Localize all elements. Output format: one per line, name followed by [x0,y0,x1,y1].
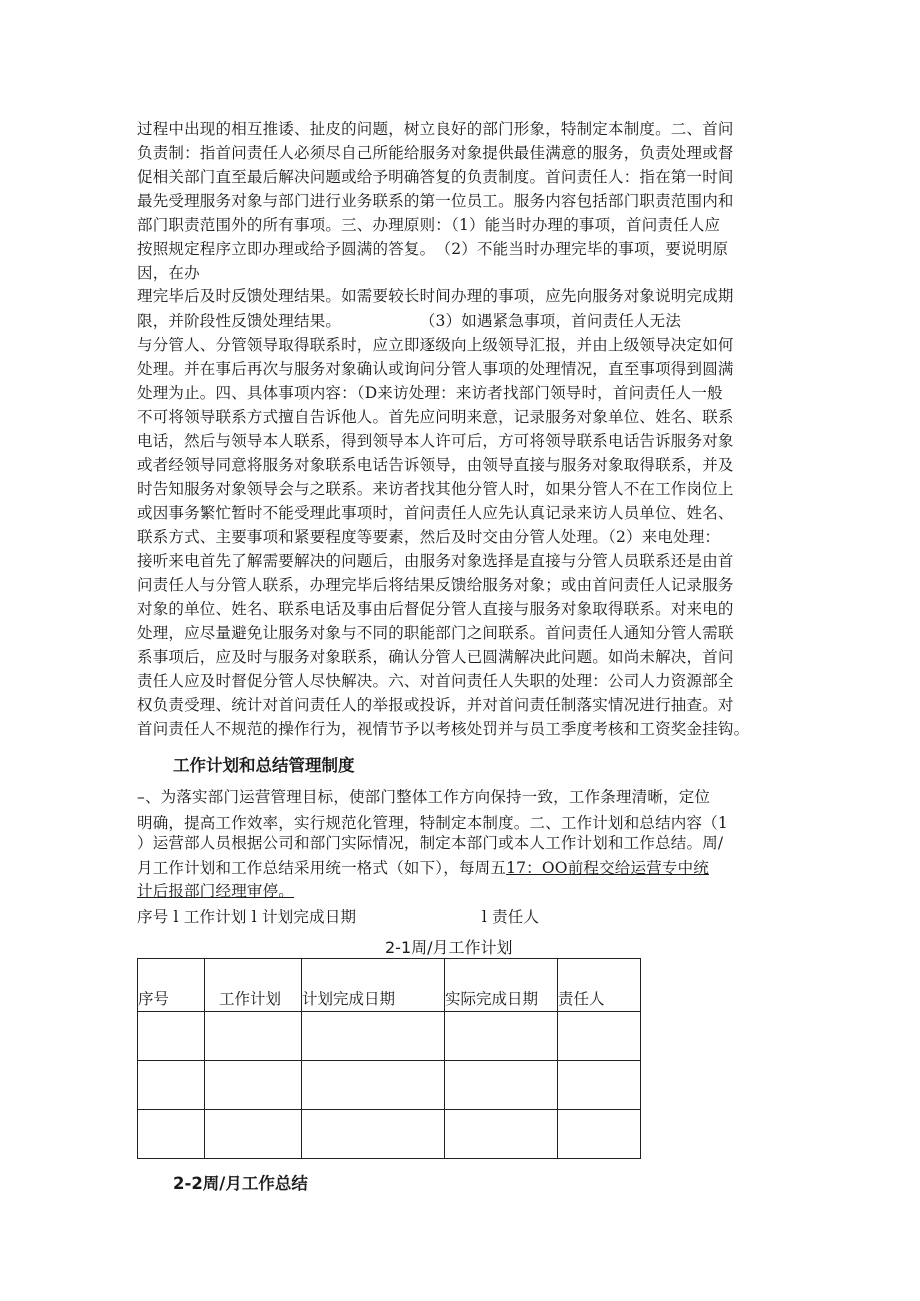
table-cell [302,1110,445,1159]
table-caption: 2-1周/月工作计划 [385,938,513,957]
body-line: 部门职责范围外的所有事项。三、办理原则：（1）能当时办理的事项，首问责任人应 [137,216,721,234]
table-cell [445,1061,558,1110]
table-row [138,1110,641,1159]
table-row [138,1012,641,1061]
table-cell [558,1012,641,1061]
body-line: 电话，然后与领导本人联系，得到领导本人许可后，方可将领导联系电话告诉服务对象 [137,432,734,450]
col-header-index: 序号 [138,959,205,1012]
body-line: 负责制：指首问责任人必须尽自己所能给服务对象提供最佳满意的服务，负责处理或督 [137,144,734,162]
section-paragraph-text: 月工作计划和工作总结采用统一格式（如下），每周五 [137,859,507,877]
section-paragraph-line: ）运营部人员根据公司和部门实际情况，制定本部门或本人工作计划和工作总结。周/ [137,834,724,852]
col-header-planned-date: 计划完成日期 [302,959,445,1012]
body-line: 与分管人、分管领导取得联系时，应立即逐级向上级领导汇报，并由上级领导决定如何 [137,336,734,354]
table-cell [138,1061,205,1110]
body-line: 或者经领导同意将服务对象联系电话告诉领导，由领导直接与服务对象取得联系，并及 [137,456,734,474]
table-cell [205,1110,302,1159]
body-line: 责任人应及时督促分管人尽快解决。六、对首问责任人失职的处理：公司人力资源部全 [137,672,734,690]
col-header-plan: 工作计划 [205,959,302,1012]
table-cell [138,1110,205,1159]
section-paragraph-line: 明确，提高工作效率，实行规范化管理，特制定本制度。二、工作计划和总结内容（1 [137,814,728,832]
body-line: 联系方式、主要事项和紧要程度等要素，然后及时交由分管人处理。（2）来电处理： [137,528,721,546]
body-line: 处理，应尽量避免让服务对象与不同的职能部门之间联系。首问责任人通知分管人需联 [137,624,734,642]
underlined-deadline-text: 17：OO前程交给运营专中统 [506,859,710,877]
body-line: 限，并阶段性反馈处理结果。 （3）如遇紧急事项，首问责任人无法 [137,312,682,330]
body-line: 或因事务繁忙暂时不能受理此事项时，首问责任人应先认真记录来访人员单位、姓名、 [137,504,734,522]
table-cell [205,1012,302,1061]
body-line: 过程中出现的相互推诿、扯皮的问题，树立良好的部门形象，特制定本制度。二、首问 [137,120,734,138]
table-cell [302,1012,445,1061]
body-line: 首问责任人不规范的操作行为，视情节予以考核处罚并与员工季度考核和工资奖金挂钩。 [137,720,750,738]
col-header-owner: 责任人 [558,959,641,1012]
underlined-review-text: 计后报部门经理审停。 [137,882,295,900]
body-line: 对象的单位、姓名、联系电话及事由后督促分管人直接与服务对象取得联系。对来电的 [137,600,734,618]
body-line: 权负责受理、统计对首问责任人的举报或投诉，并对首问责任制落实情况进行抽查。对 [137,696,734,714]
body-line: 处理为止。四、具体事项内容：（D来访处理：来访者找部门领导时，首问责任人一般 [137,384,723,402]
body-line: 不可将领导联系方式擅自告诉他人。首先应问明来意，记录服务对象单位、姓名、联系 [137,408,734,426]
table-cell [558,1110,641,1159]
table-cell [138,1012,205,1061]
table-header-row [138,959,641,1012]
section-paragraph-line: –、为落实部门运营管理目标，使部门整体工作方向保持一致，工作条理清晰，定位 [137,788,711,806]
table-cell [205,1061,302,1110]
section-paragraph-line [137,878,294,904]
body-line: 系事项后，应及时与服务对象联系，确认分管人已圆满解决此问题。如尚未解决，首问 [137,648,734,666]
table-cell [558,1061,641,1110]
work-plan-table [137,958,641,1159]
body-line: 理完毕后及时反馈处理结果。如需要较长时间办理的事项，应先向服务对象说明完成期 [137,287,734,305]
body-line: 按照规定程序立即办理或给予圆满的答复。 （2）不能当时办理完毕的事项，要说明原 [137,240,729,258]
section-title: 工作计划和总结管理制度 [173,756,355,775]
inline-table-header: 序号 l 工作计划 l 计划完成日期 l 责任人 [137,908,540,926]
col-header-actual-date: 实际完成日期 [445,959,558,1012]
table-cell [445,1012,558,1061]
body-line: 处理。并在事后再次与服务对象确认或询问分管人事项的处理情况，直至事项得到圆满 [137,360,734,378]
footer-heading: 2-2周/月工作总结 [173,1174,308,1193]
body-line: 促相关部门直至最后解决问题或给予明确答复的负责制度。首问责任人：指在第一时间 [137,168,734,186]
table-cell [445,1110,558,1159]
body-line: 接听来电首先了解需要解决的问题后，由服务对象选择是直接与分管人员联系还是由首 [137,552,734,570]
body-line: 时告知服务对象领导会与之联系。来访者找其他分管人时，如果分管人不在工作岗位上 [137,480,734,498]
body-line: 问责任人与分管人联系，办理完毕后将结果反馈给服务对象；或由首问责任人记录服务 [137,576,734,594]
table-cell [302,1061,445,1110]
body-line: 最先受理服务对象与部门进行业务联系的第一位员工。服务内容包括部门职责范围内和 [137,192,734,210]
table-row [138,1061,641,1110]
body-line: 因，在办 [137,264,200,282]
